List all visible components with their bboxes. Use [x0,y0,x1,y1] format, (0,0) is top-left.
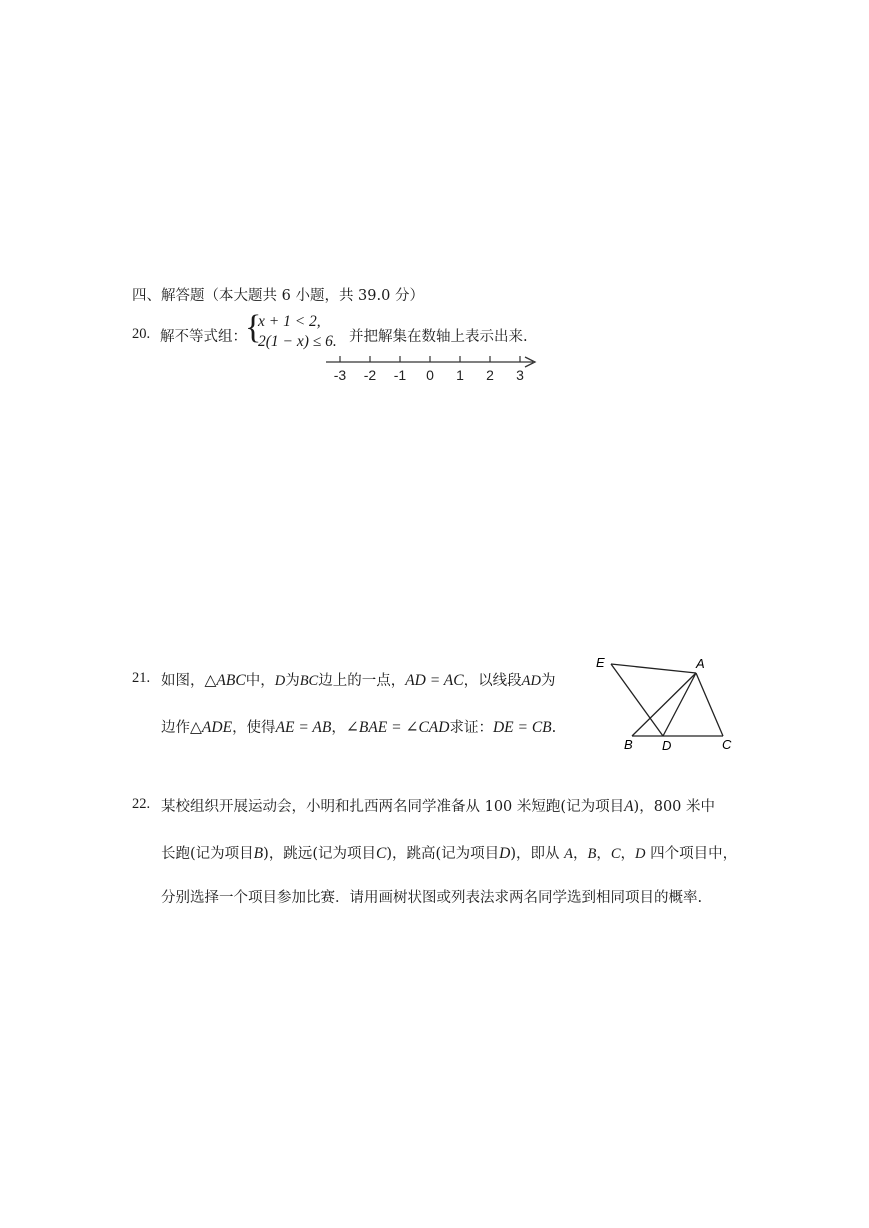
segment-AC [696,673,723,736]
q22-line-3: 分别选择一个项目参加比赛．请用画树状图或列表法求两名同学选到相同项目的概率. [161,890,703,906]
label-C: C [722,737,732,752]
number-line [320,350,545,388]
q22-number: 22. [132,796,151,812]
segment-AB [632,673,696,736]
q21-line-2: 边作△ADE，使得AE = AB，∠BAE = ∠CAD求证：DE = CB. [161,719,557,736]
q20-brace: { [245,309,262,346]
q22-line-1: 某校组织开展运动会，小明和扎西两名同学准备从 100 米短跑(记为项目A)，800 米中 [161,798,716,815]
number-line-tick-label: 1 [456,367,464,383]
section-heading: 四、解答题（本大题共 6 小题，共 39.0 分） [132,288,424,304]
number-line-tick-label: 0 [426,367,434,383]
label-B: B [624,737,633,752]
q20-inequality-2: 2(1 − x) ≤ 6. [258,333,337,350]
number-line-tick-label: -2 [363,367,377,383]
number-line-tick-label: -1 [393,367,407,383]
q20-number: 20. [132,326,151,342]
label-A: A [696,656,705,671]
number-line-tick-label: 2 [486,367,494,383]
label-D: D [662,738,672,753]
q21-line-1: 如图，△ABC中，D为BC边上的一点，AD = AC，以线段AD为 [161,672,556,689]
q20-inequality-1: x + 1 < 2, [258,313,321,330]
q21-number: 21. [132,670,151,686]
segment-AD [663,673,696,736]
segment-ED [611,664,663,736]
number-line-tick-label: -3 [333,367,347,383]
triangle-figure [592,652,742,754]
q20-prompt: 解不等式组： [160,329,247,345]
segment-EA [611,664,696,673]
q22-line-2: 长跑(记为项目B)，跳远(记为项目C)，跳高(记为项目D)，即从 A，B，C，D 四个项目中， [161,845,738,862]
number-line-tick-label: 3 [516,367,524,383]
q20-instruction: 并把解集在数轴上表示出来. [349,329,528,345]
label-E: E [596,655,605,670]
